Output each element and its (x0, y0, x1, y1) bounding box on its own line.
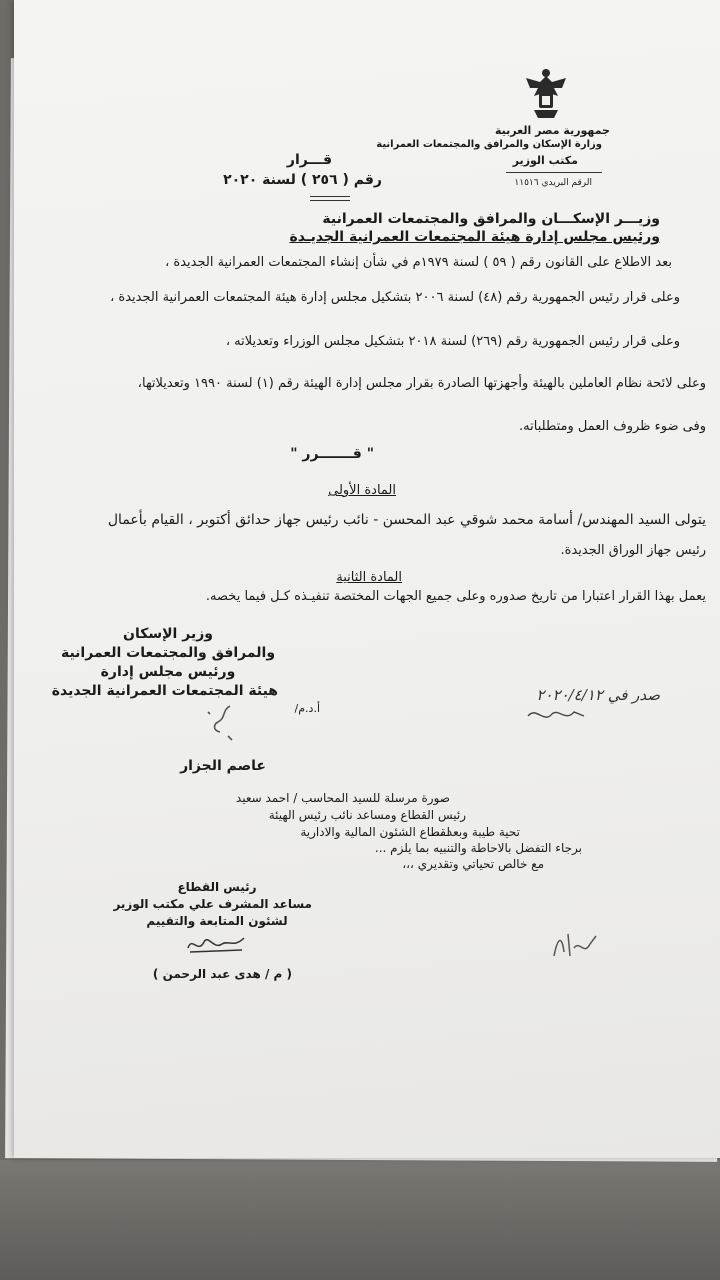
handwritten-initials (550, 926, 600, 962)
decree-document (14, 0, 720, 1158)
copy-note-line-1: صورة مرسلة للسيد المحاسب / احمد سعيد (235, 791, 450, 805)
article-2-text: يعمل بهذا القرار اعتبارا من تاريخ صدوره وعلى جميع الجهات المختصة تنفيـذه كـل فيما يخصه. (205, 589, 706, 604)
article-1-title: المادة الأولى (328, 483, 396, 498)
minister-signature-scribble (200, 700, 244, 744)
header-divider (506, 172, 602, 173)
preamble-line-4: وعلى لائحة نظام العاملين بالهيئة وأجهزتها الصادرة بقرار مجلس إدارة الهيئة رقم (١) لسنة ١٩٩٠ وتعديلاتها، (137, 376, 706, 391)
issuer-line-1: وزيـــر الإسكـــان والمرافق والمجتمعات العمرانية (322, 211, 660, 227)
sector-line-1: رئيس القطاع (177, 880, 257, 894)
issuer-line-2: ورئيس مجلس إدارة هيئة المجتمعات العمرانية الجديـدة (289, 229, 660, 245)
article-2-title: المادة الثانية (336, 570, 402, 585)
copy-note-line-6: مع خالص تحياتي وتقديري ،،، (402, 857, 544, 871)
issued-initials-scribble (526, 704, 586, 726)
preamble-line-2: وعلى قرار رئيس الجمهورية رقم (٤٨) لسنة ٢٠٠٦ بتشكيل مجلس إدارة هيئة المجتمعات العمرانية الجديدة ، (110, 290, 680, 305)
eagle-emblem-icon (524, 66, 568, 122)
preamble-line-5: وفى ضوء ظروف العمل ومتطلباته. (519, 419, 706, 434)
decree-number: رقم ( ٢٥٦ ) لسنة ٢٠٢٠ (223, 172, 382, 188)
copy-note-line-4: تحية طيبة وبعد ،،، (431, 825, 520, 839)
decides-heading: " قـــــــرر " (290, 446, 374, 462)
sector-signature-scribble (184, 928, 248, 958)
copy-note-line-2: رئيس القطاع ومساعد نائب رئيس الهيئة (268, 808, 466, 822)
decree-heading: قـــرار (286, 152, 332, 168)
signature-line-3: ورئيس مجلس إدارة (100, 664, 236, 680)
copy-note-line-5: برجاء التفضل بالاحاطة والتنبيه بما يلزم ... (374, 841, 582, 855)
header-office: مكتب الوزير (512, 154, 578, 167)
sector-line-3: لشئون المتابعة والتقييم (146, 914, 288, 928)
article-1-line-2: رئيس جهاز الوراق الجديدة. (560, 543, 706, 558)
header-ministry: وزارة الإسكان والمرافق والمجتمعات العمرانية (376, 139, 602, 150)
preamble-line-1: بعد الاطلاع على القانون رقم ( ٥٩ ) لسنة ١٩٧٩م في شأن إنشاء المجتمعات العمرانية الجديدة ، (165, 255, 672, 270)
issued-date-note: صدر في ٢٠٢٠/٤/١٢ (536, 686, 660, 704)
decree-number-underline-1 (310, 196, 350, 197)
header-country: جمهورية مصر العربية (495, 124, 610, 137)
copy-note-line-3: لقطاع الشئون المالية والادارية (300, 825, 450, 839)
desk-background (0, 1160, 720, 1280)
header-postal-code: الرقم البريدي ١١٥١٦ (514, 178, 592, 188)
sector-signer-name: ( م / هدى عبد الرحمن ) (152, 967, 292, 981)
preamble-line-3: وعلى قرار رئيس الجمهورية رقم (٢٦٩) لسنة ٢٠١٨ بتشكيل مجلس الوزراء وتعديلاته ، (225, 334, 680, 349)
decree-number-underline-2 (310, 200, 350, 201)
article-1-line-1: يتولى السيد المهندس/ أسامة محمد شوقي عبد المحسن - نائب رئيس جهاز حدائق أكتوبر ، القيام بأعمال (107, 512, 706, 528)
signature-line-2: والمرافق والمجتمعات العمرانية (60, 645, 276, 661)
signature-title-abbr: أ.د.م/ (294, 702, 320, 715)
signature-line-1: وزير الإسكان (123, 626, 213, 642)
signature-line-4: هيئة المجتمعات العمرانية الجديدة (51, 683, 278, 699)
minister-name: عاصم الجزار (180, 758, 266, 774)
sector-line-2: مساعد المشرف علي مكتب الوزير (113, 897, 312, 911)
